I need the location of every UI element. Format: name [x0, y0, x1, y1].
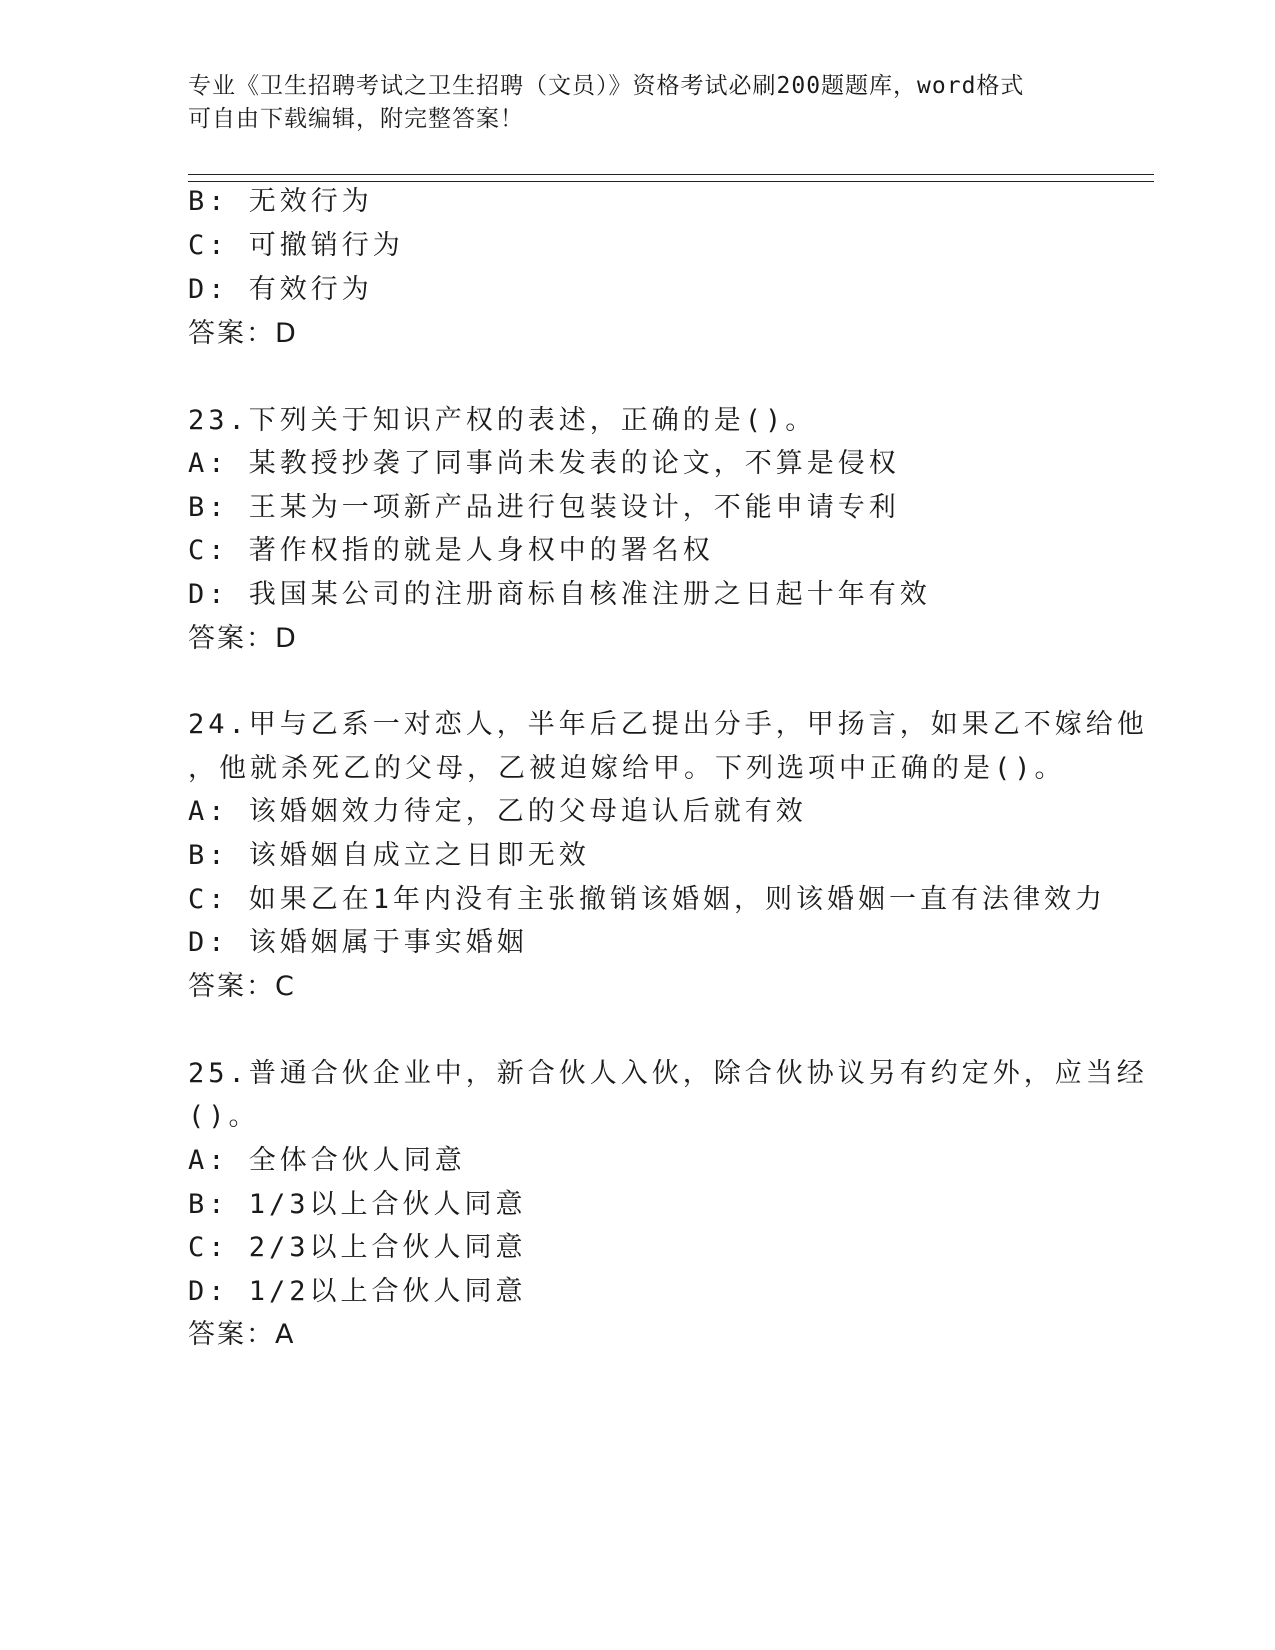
option-d: D: 我国某公司的注册商标自核准注册之日起十年有效: [188, 579, 931, 610]
option-d: D: 1/2以上合伙人同意: [188, 1276, 527, 1307]
answer: 答案：D: [188, 623, 298, 654]
question-stem-line-1: 24.甲与乙系一对恋人，半年后乙提出分手，甲扬言，如果乙不嫁给他: [188, 709, 1148, 740]
answer: 答案：D: [188, 318, 298, 349]
header-divider-bottom: [188, 181, 1154, 182]
option-b: B: 王某为一项新产品进行包装设计，不能申请专利: [188, 492, 900, 523]
question-stem: 23.下列关于知识产权的表述，正确的是()。: [188, 405, 817, 436]
option-a: A: 全体合伙人同意: [188, 1145, 466, 1176]
question-stem-line-2: ()。: [188, 1101, 260, 1132]
option-d: D: 有效行为: [188, 274, 373, 305]
answer: 答案：A: [188, 1319, 296, 1350]
question-stem-line-1: 25.普通合伙企业中，新合伙人入伙，除合伙协议另有约定外，应当经: [188, 1058, 1148, 1089]
option-b: B: 该婚姻自成立之日即无效: [188, 840, 590, 871]
header-line-2: 可自由下载编辑，附完整答案！: [188, 106, 524, 132]
option-d: D: 该婚姻属于事实婚姻: [188, 927, 528, 958]
option-a: A: 某教授抄袭了同事尚未发表的论文，不算是侵权: [188, 448, 900, 479]
document-header: [188, 70, 1068, 136]
question-stem-line-2: ，他就杀死乙的父母，乙被迫嫁给甲。下列选项中正确的是()。: [188, 753, 1066, 784]
option-a: A: 该婚姻效力待定，乙的父母追认后就有效: [188, 796, 807, 827]
option-c: C: 如果乙在1年内没有主张撤销该婚姻，则该婚姻一直有法律效力: [188, 884, 1107, 915]
option-c: C: 可撤销行为: [188, 230, 404, 261]
answer: 答案：C: [188, 971, 296, 1002]
header-line-1: 专业《卫生招聘考试之卫生招聘（文员）》资格考试必刷200题题库，word格式: [188, 73, 1025, 99]
option-c: C: 2/3以上合伙人同意: [188, 1232, 527, 1263]
option-b: B: 无效行为: [188, 186, 373, 217]
option-c: C: 著作权指的就是人身权中的署名权: [188, 535, 714, 566]
option-b: B: 1/3以上合伙人同意: [188, 1189, 527, 1220]
header-divider-top: [188, 174, 1154, 175]
